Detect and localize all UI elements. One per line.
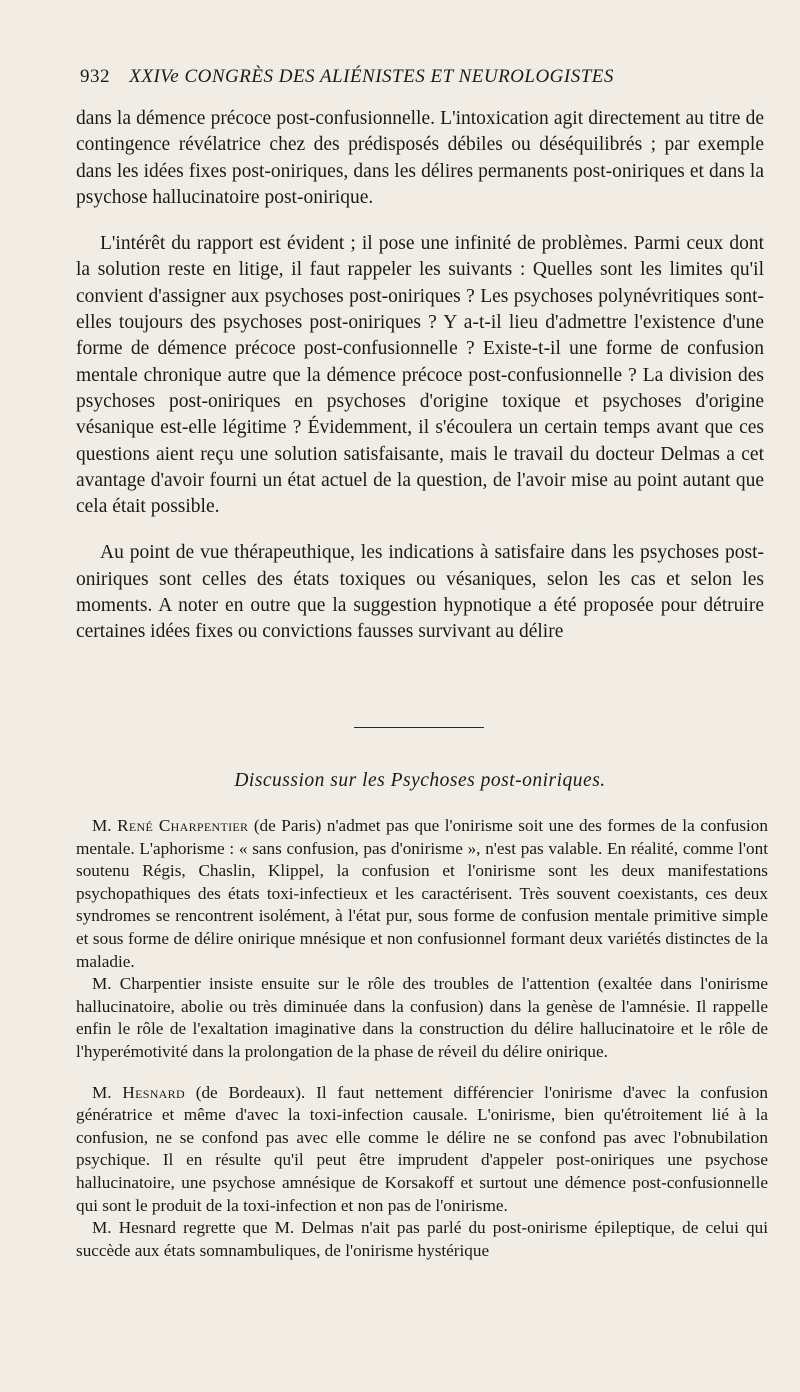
hesnard-text-1: (de Bordeaux). Il faut nettement différencier l'onirisme d'avec la confusion génératrice et même d'avec la toxi-infection causale. L'onirisme, bien qu'étroitement lié à la confusion, ne se confond pas avec elle comme le délire ne se confond pas avec l'obnubilation psychique. Il en résulte qu'il peut être imprudent d'appeler post-oniriques une psychose hallucinatoire, une psychose amnésique de Korsakoff et surtout une démence post-confusionnelle qui sont le produit de la toxi-infection et non pas de l'onirisme. <box>76 1082 768 1215</box>
charpentier-paragraph-2: M. Charpentier insiste ensuite sur le rôle des troubles de l'attention (exaltée dans l'onirisme hallucinatoire, abolie ou très diminuée dans la confusion) dans la genèse de l'amnésie. Il rappelle enfin le rôle de l'exaltation imaginative dans la construction du délire hallucinatoire et le rôle de l'hyperémotivité dans la prolongation de la phase de réveil du délire onirique. <box>76 974 768 1061</box>
section-divider <box>354 727 484 728</box>
page-number: 932 <box>80 66 110 87</box>
speaker-name-hesnard: Hesnard <box>122 1082 185 1102</box>
report-text <box>76 106 764 646</box>
charpentier-paragraph-1 <box>76 815 768 973</box>
hesnard-paragraph-2: M. Hesnard regrette que M. Delmas n'ait pas parlé du post-onirisme épileptique, de celui qui succède aux états somnambuliques, de l'onirisme hystérique <box>76 1218 768 1260</box>
hesnard-paragraph-1 <box>76 1082 768 1218</box>
paragraph-3: Au point de vue thérapeuthique, les indications à satisfaire dans les psychoses post-oniriques sont celles des états toxiques ou vésaniques, selon les cas et selon les moments. A noter en outre que la suggestion hypnotique a été proposée pour détruire certaines idées fixes ou convictions fausses survivant au délire <box>76 542 764 643</box>
paragraph-1: dans la démence précoce post-confusionnelle. L'intoxication agit directement au titre de contingence révélatrice chez des prédisposés débiles ou déséquilibrés ; par exemple dans les idées fixes post-oniriques, dans les délires permanents post-oniriques et dans la psychose hallucinatoire post-onirique. <box>76 108 764 208</box>
discussion-heading: Discussion sur les Psychoses post-oniriques. <box>234 770 606 791</box>
charpentier-text-1: (de Paris) n'admet pas que l'onirisme soit une des formes de la confusion mentale. L'aphorisme : « sans confusion, pas d'onirisme », n'est pas valable. En réalité, comme l'ont soutenu Régis, Chaslin, Klippel, la confusion et l'onirisme sont les deux manifestations psychopathiques des états toxi-infectieux et les caractérisent. Très souvent coexistants, ces deux syndromes se rencontrent isolément, à l'état pur, sous forme de confusion mentale primitive simple et sous forme de délire onirique mnésique et non confusionnel formant deux variétés distinctes de la maladie. <box>76 816 768 971</box>
running-header <box>80 66 740 88</box>
hesnard-prefix: M. <box>92 1082 123 1102</box>
paragraph-2: L'intérêt du rapport est évident ; il pose une infinité de problèmes. Parmi ceux dont la solution reste en litige, il faut rappeler les suivants : Quelles sont les limites qu'il convient d'assigner aux psychoses post-oniriques ? Les psychoses polynévritiques sont-elles toujours des psychoses post-oniriques ? Y a-t-il lieu d'admettre l'existence d'une forme de démence précoce post-confusionnelle ? Existe-t-il une forme de confusion mentale chronique autre que la démence précoce post-confusionnelle ? La division des psychoses post-oniriques en psychoses d'origine toxique et psychoses d'origine vésanique est-elle légitime ? Évidemment, il s'écoulera un certain temps avant que ces questions aient reçu une solution satisfaisante, mais le travail du docteur Delmas a cet avantage d'avoir fourni un état actuel de la question, de l'avoir mise au point autant que cela était possible. <box>76 233 764 518</box>
discussion-text <box>76 815 768 1262</box>
speaker-name-charpentier: René Charpentier <box>117 816 249 835</box>
charpentier-prefix: M. <box>92 816 118 835</box>
running-title: XXIVe CONGRÈS DES ALIÉNISTES ET NEUROLOGISTES <box>129 66 614 87</box>
